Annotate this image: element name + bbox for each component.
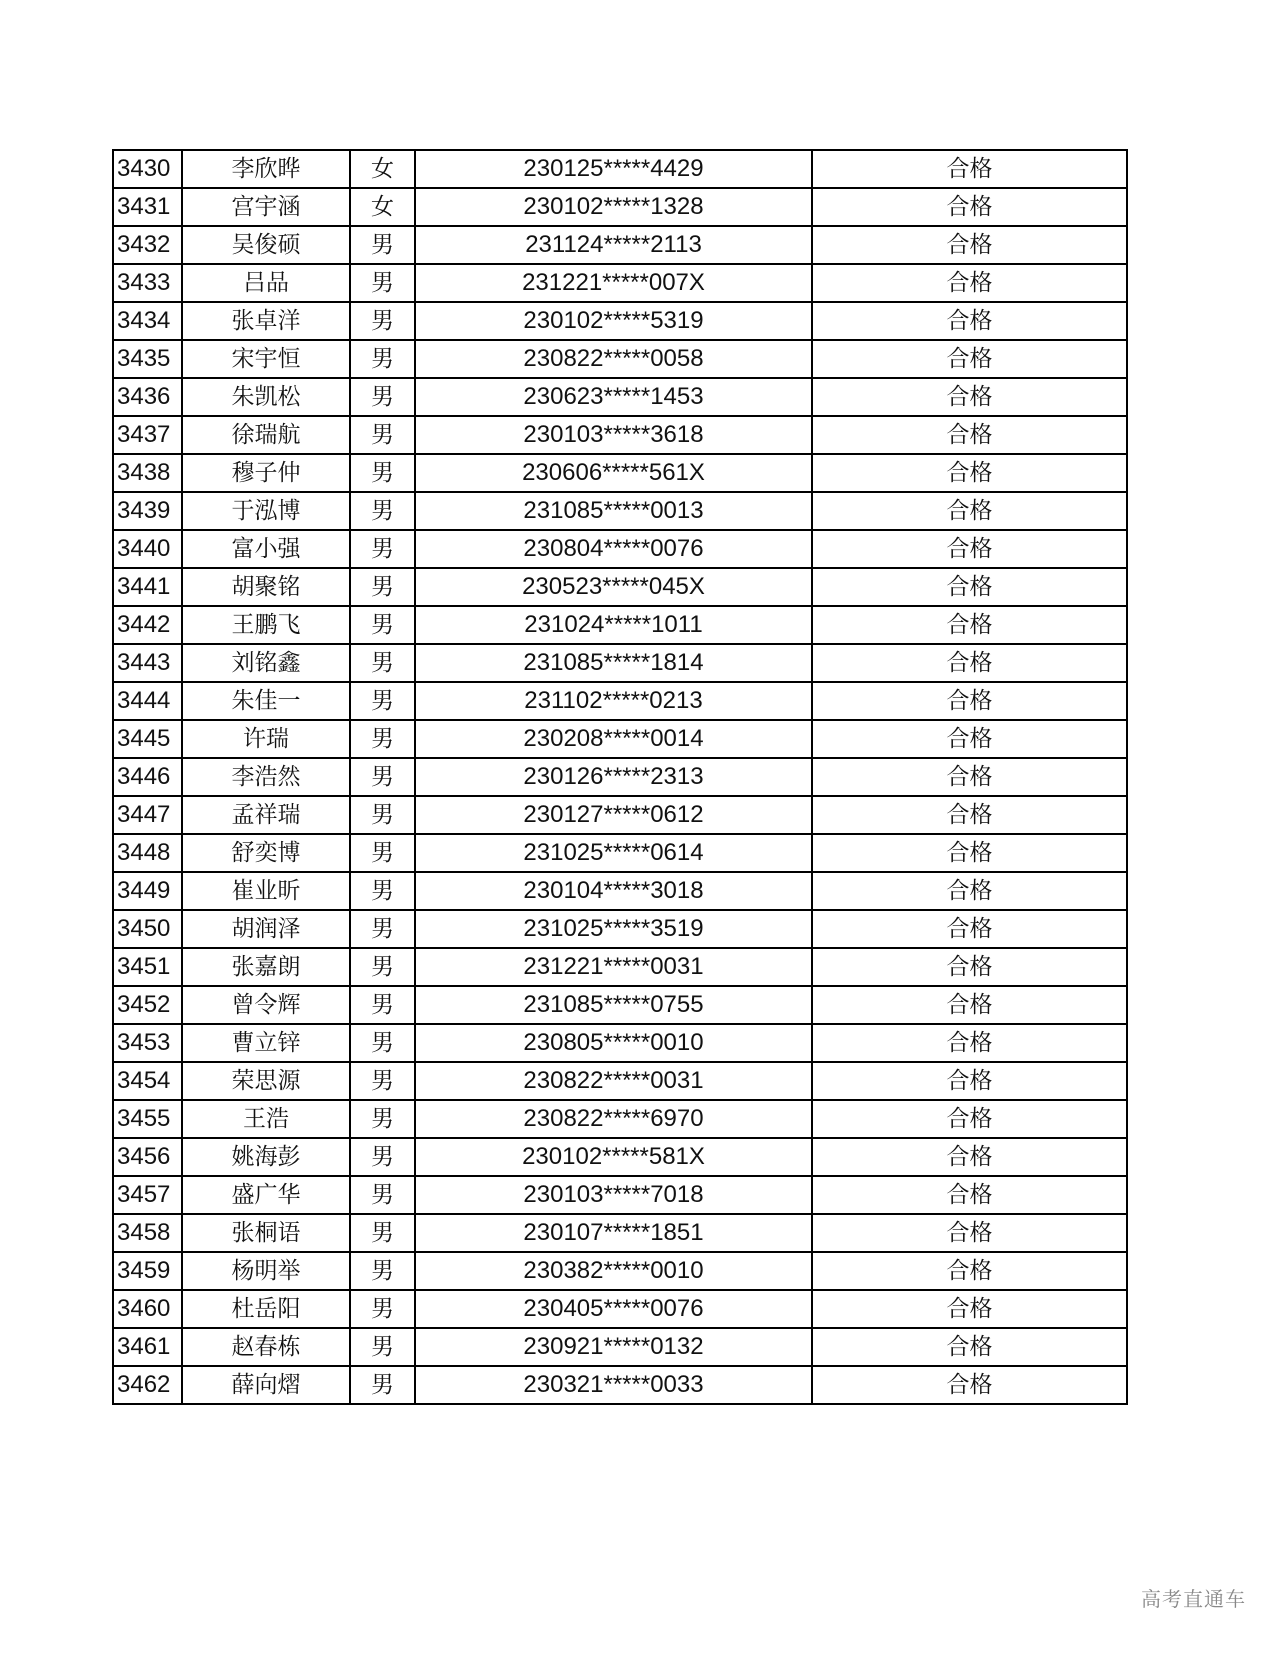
cell-result: 合格 — [812, 340, 1127, 378]
cell-id-number: 230102*****1328 — [415, 188, 812, 226]
cell-name: 刘铭鑫 — [182, 644, 350, 682]
cell-result: 合格 — [812, 758, 1127, 796]
cell-result: 合格 — [812, 226, 1127, 264]
cell-seq-no: 3438 — [113, 454, 182, 492]
cell-gender: 男 — [350, 1328, 415, 1366]
cell-seq-no: 3432 — [113, 226, 182, 264]
cell-result: 合格 — [812, 492, 1127, 530]
cell-seq-no: 3452 — [113, 986, 182, 1024]
cell-gender: 男 — [350, 910, 415, 948]
table-row — [113, 1138, 1127, 1176]
cell-id-number: 230321*****0033 — [415, 1366, 812, 1404]
cell-seq-no: 3455 — [113, 1100, 182, 1138]
cell-name: 于泓博 — [182, 492, 350, 530]
cell-gender: 男 — [350, 1024, 415, 1062]
cell-gender: 男 — [350, 378, 415, 416]
cell-result: 合格 — [812, 1138, 1127, 1176]
table-row — [113, 948, 1127, 986]
cell-gender: 男 — [350, 834, 415, 872]
cell-id-number: 231085*****1814 — [415, 644, 812, 682]
cell-result: 合格 — [812, 378, 1127, 416]
table-row — [113, 264, 1127, 302]
cell-id-number: 230103*****3618 — [415, 416, 812, 454]
cell-id-number: 230208*****0014 — [415, 720, 812, 758]
cell-result: 合格 — [812, 264, 1127, 302]
cell-name: 李浩然 — [182, 758, 350, 796]
cell-seq-no: 3458 — [113, 1214, 182, 1252]
cell-id-number: 230107*****1851 — [415, 1214, 812, 1252]
cell-seq-no: 3430 — [113, 150, 182, 188]
table-row — [113, 568, 1127, 606]
cell-gender: 男 — [350, 530, 415, 568]
cell-gender: 男 — [350, 986, 415, 1024]
cell-id-number: 230103*****7018 — [415, 1176, 812, 1214]
cell-result: 合格 — [812, 948, 1127, 986]
cell-gender: 男 — [350, 796, 415, 834]
cell-result: 合格 — [812, 1024, 1127, 1062]
cell-gender: 男 — [350, 872, 415, 910]
table-row — [113, 796, 1127, 834]
cell-id-number: 230822*****6970 — [415, 1100, 812, 1138]
cell-result: 合格 — [812, 454, 1127, 492]
cell-gender: 男 — [350, 454, 415, 492]
cell-id-number: 230405*****0076 — [415, 1290, 812, 1328]
cell-id-number: 230523*****045X — [415, 568, 812, 606]
cell-gender: 女 — [350, 150, 415, 188]
cell-result: 合格 — [812, 796, 1127, 834]
cell-gender: 男 — [350, 644, 415, 682]
cell-gender: 女 — [350, 188, 415, 226]
cell-id-number: 230805*****0010 — [415, 1024, 812, 1062]
table-row — [113, 606, 1127, 644]
cell-result: 合格 — [812, 682, 1127, 720]
candidate-table — [112, 149, 1128, 1405]
cell-seq-no: 3443 — [113, 644, 182, 682]
cell-gender: 男 — [350, 1290, 415, 1328]
cell-id-number: 230822*****0058 — [415, 340, 812, 378]
cell-seq-no: 3439 — [113, 492, 182, 530]
cell-name: 吴俊硕 — [182, 226, 350, 264]
cell-name: 荣思源 — [182, 1062, 350, 1100]
table-row — [113, 1252, 1127, 1290]
candidate-table-body — [113, 150, 1127, 1404]
cell-result: 合格 — [812, 416, 1127, 454]
cell-id-number: 231085*****0755 — [415, 986, 812, 1024]
cell-gender: 男 — [350, 1366, 415, 1404]
cell-id-number: 230102*****5319 — [415, 302, 812, 340]
cell-name: 杨明举 — [182, 1252, 350, 1290]
cell-name: 张卓洋 — [182, 302, 350, 340]
cell-gender: 男 — [350, 1176, 415, 1214]
cell-result: 合格 — [812, 1252, 1127, 1290]
table-row — [113, 1366, 1127, 1404]
cell-id-number: 230104*****3018 — [415, 872, 812, 910]
table-row — [113, 150, 1127, 188]
cell-name: 杜岳阳 — [182, 1290, 350, 1328]
table-row — [113, 378, 1127, 416]
cell-result: 合格 — [812, 986, 1127, 1024]
cell-id-number: 230125*****4429 — [415, 150, 812, 188]
table-row — [113, 986, 1127, 1024]
cell-id-number: 230127*****0612 — [415, 796, 812, 834]
cell-seq-no: 3446 — [113, 758, 182, 796]
cell-result: 合格 — [812, 644, 1127, 682]
cell-result: 合格 — [812, 872, 1127, 910]
cell-result: 合格 — [812, 1366, 1127, 1404]
cell-gender: 男 — [350, 758, 415, 796]
cell-gender: 男 — [350, 416, 415, 454]
cell-seq-no: 3461 — [113, 1328, 182, 1366]
cell-result: 合格 — [812, 302, 1127, 340]
cell-result: 合格 — [812, 720, 1127, 758]
cell-name: 崔业昕 — [182, 872, 350, 910]
cell-seq-no: 3454 — [113, 1062, 182, 1100]
cell-seq-no: 3456 — [113, 1138, 182, 1176]
cell-name: 李欣晔 — [182, 150, 350, 188]
cell-result: 合格 — [812, 1214, 1127, 1252]
table-row — [113, 682, 1127, 720]
cell-name: 朱佳一 — [182, 682, 350, 720]
cell-gender: 男 — [350, 1062, 415, 1100]
table-row — [113, 1290, 1127, 1328]
cell-seq-no: 3431 — [113, 188, 182, 226]
table-row — [113, 758, 1127, 796]
cell-gender: 男 — [350, 606, 415, 644]
cell-seq-no: 3437 — [113, 416, 182, 454]
table-row — [113, 188, 1127, 226]
cell-name: 赵春栋 — [182, 1328, 350, 1366]
cell-id-number: 230606*****561X — [415, 454, 812, 492]
cell-name: 胡聚铭 — [182, 568, 350, 606]
cell-name: 张嘉朗 — [182, 948, 350, 986]
cell-seq-no: 3440 — [113, 530, 182, 568]
cell-seq-no: 3445 — [113, 720, 182, 758]
cell-name: 富小强 — [182, 530, 350, 568]
table-row — [113, 1214, 1127, 1252]
cell-gender: 男 — [350, 1252, 415, 1290]
cell-name: 盛广华 — [182, 1176, 350, 1214]
cell-gender: 男 — [350, 226, 415, 264]
cell-seq-no: 3433 — [113, 264, 182, 302]
cell-id-number: 230804*****0076 — [415, 530, 812, 568]
cell-seq-no: 3459 — [113, 1252, 182, 1290]
cell-id-number: 230822*****0031 — [415, 1062, 812, 1100]
cell-name: 朱凯松 — [182, 378, 350, 416]
cell-gender: 男 — [350, 682, 415, 720]
watermark-text: 高考直通车 — [1141, 1587, 1246, 1611]
table-row — [113, 1062, 1127, 1100]
table-row — [113, 1176, 1127, 1214]
cell-seq-no: 3453 — [113, 1024, 182, 1062]
table-row — [113, 302, 1127, 340]
cell-name: 曹立锌 — [182, 1024, 350, 1062]
cell-gender: 男 — [350, 720, 415, 758]
cell-name: 舒奕博 — [182, 834, 350, 872]
cell-name: 张桐语 — [182, 1214, 350, 1252]
table-row — [113, 1328, 1127, 1366]
table-row — [113, 492, 1127, 530]
cell-name: 徐瑞航 — [182, 416, 350, 454]
cell-seq-no: 3436 — [113, 378, 182, 416]
cell-result: 合格 — [812, 834, 1127, 872]
cell-result: 合格 — [812, 568, 1127, 606]
cell-gender: 男 — [350, 568, 415, 606]
cell-id-number: 231024*****1011 — [415, 606, 812, 644]
cell-result: 合格 — [812, 150, 1127, 188]
cell-gender: 男 — [350, 492, 415, 530]
cell-gender: 男 — [350, 302, 415, 340]
cell-id-number: 231085*****0013 — [415, 492, 812, 530]
cell-name: 宫宇涵 — [182, 188, 350, 226]
table-row — [113, 340, 1127, 378]
cell-name: 姚海彭 — [182, 1138, 350, 1176]
cell-seq-no: 3444 — [113, 682, 182, 720]
cell-id-number: 231025*****3519 — [415, 910, 812, 948]
table-row — [113, 530, 1127, 568]
cell-id-number: 230623*****1453 — [415, 378, 812, 416]
cell-id-number: 231221*****007X — [415, 264, 812, 302]
cell-name: 曾令辉 — [182, 986, 350, 1024]
table-row — [113, 834, 1127, 872]
cell-gender: 男 — [350, 340, 415, 378]
cell-seq-no: 3457 — [113, 1176, 182, 1214]
cell-seq-no: 3447 — [113, 796, 182, 834]
cell-result: 合格 — [812, 188, 1127, 226]
cell-seq-no: 3442 — [113, 606, 182, 644]
cell-id-number: 231124*****2113 — [415, 226, 812, 264]
cell-id-number: 231025*****0614 — [415, 834, 812, 872]
cell-seq-no: 3448 — [113, 834, 182, 872]
cell-id-number: 230126*****2313 — [415, 758, 812, 796]
cell-result: 合格 — [812, 910, 1127, 948]
cell-gender: 男 — [350, 1100, 415, 1138]
cell-id-number: 230102*****581X — [415, 1138, 812, 1176]
cell-gender: 男 — [350, 1214, 415, 1252]
cell-seq-no: 3462 — [113, 1366, 182, 1404]
cell-name: 王浩 — [182, 1100, 350, 1138]
cell-name: 吕品 — [182, 264, 350, 302]
cell-id-number: 231102*****0213 — [415, 682, 812, 720]
cell-name: 孟祥瑞 — [182, 796, 350, 834]
cell-name: 穆子仲 — [182, 454, 350, 492]
cell-seq-no: 3435 — [113, 340, 182, 378]
cell-gender: 男 — [350, 948, 415, 986]
cell-gender: 男 — [350, 264, 415, 302]
table-row — [113, 416, 1127, 454]
cell-result: 合格 — [812, 1290, 1127, 1328]
table-row — [113, 910, 1127, 948]
table-row — [113, 454, 1127, 492]
cell-seq-no: 3441 — [113, 568, 182, 606]
cell-result: 合格 — [812, 1100, 1127, 1138]
cell-result: 合格 — [812, 1328, 1127, 1366]
table-row — [113, 720, 1127, 758]
table-row — [113, 226, 1127, 264]
cell-name: 宋宇恒 — [182, 340, 350, 378]
cell-name: 王鹏飞 — [182, 606, 350, 644]
table-row — [113, 1100, 1127, 1138]
cell-result: 合格 — [812, 530, 1127, 568]
cell-seq-no: 3460 — [113, 1290, 182, 1328]
cell-id-number: 230382*****0010 — [415, 1252, 812, 1290]
cell-seq-no: 3434 — [113, 302, 182, 340]
cell-result: 合格 — [812, 1176, 1127, 1214]
cell-name: 胡润泽 — [182, 910, 350, 948]
cell-name: 许瑞 — [182, 720, 350, 758]
cell-gender: 男 — [350, 1138, 415, 1176]
table-row — [113, 1024, 1127, 1062]
cell-result: 合格 — [812, 1062, 1127, 1100]
cell-result: 合格 — [812, 606, 1127, 644]
table-row — [113, 872, 1127, 910]
cell-name: 薛向熠 — [182, 1366, 350, 1404]
table-row — [113, 644, 1127, 682]
cell-seq-no: 3451 — [113, 948, 182, 986]
cell-id-number: 230921*****0132 — [415, 1328, 812, 1366]
cell-id-number: 231221*****0031 — [415, 948, 812, 986]
cell-seq-no: 3450 — [113, 910, 182, 948]
cell-seq-no: 3449 — [113, 872, 182, 910]
